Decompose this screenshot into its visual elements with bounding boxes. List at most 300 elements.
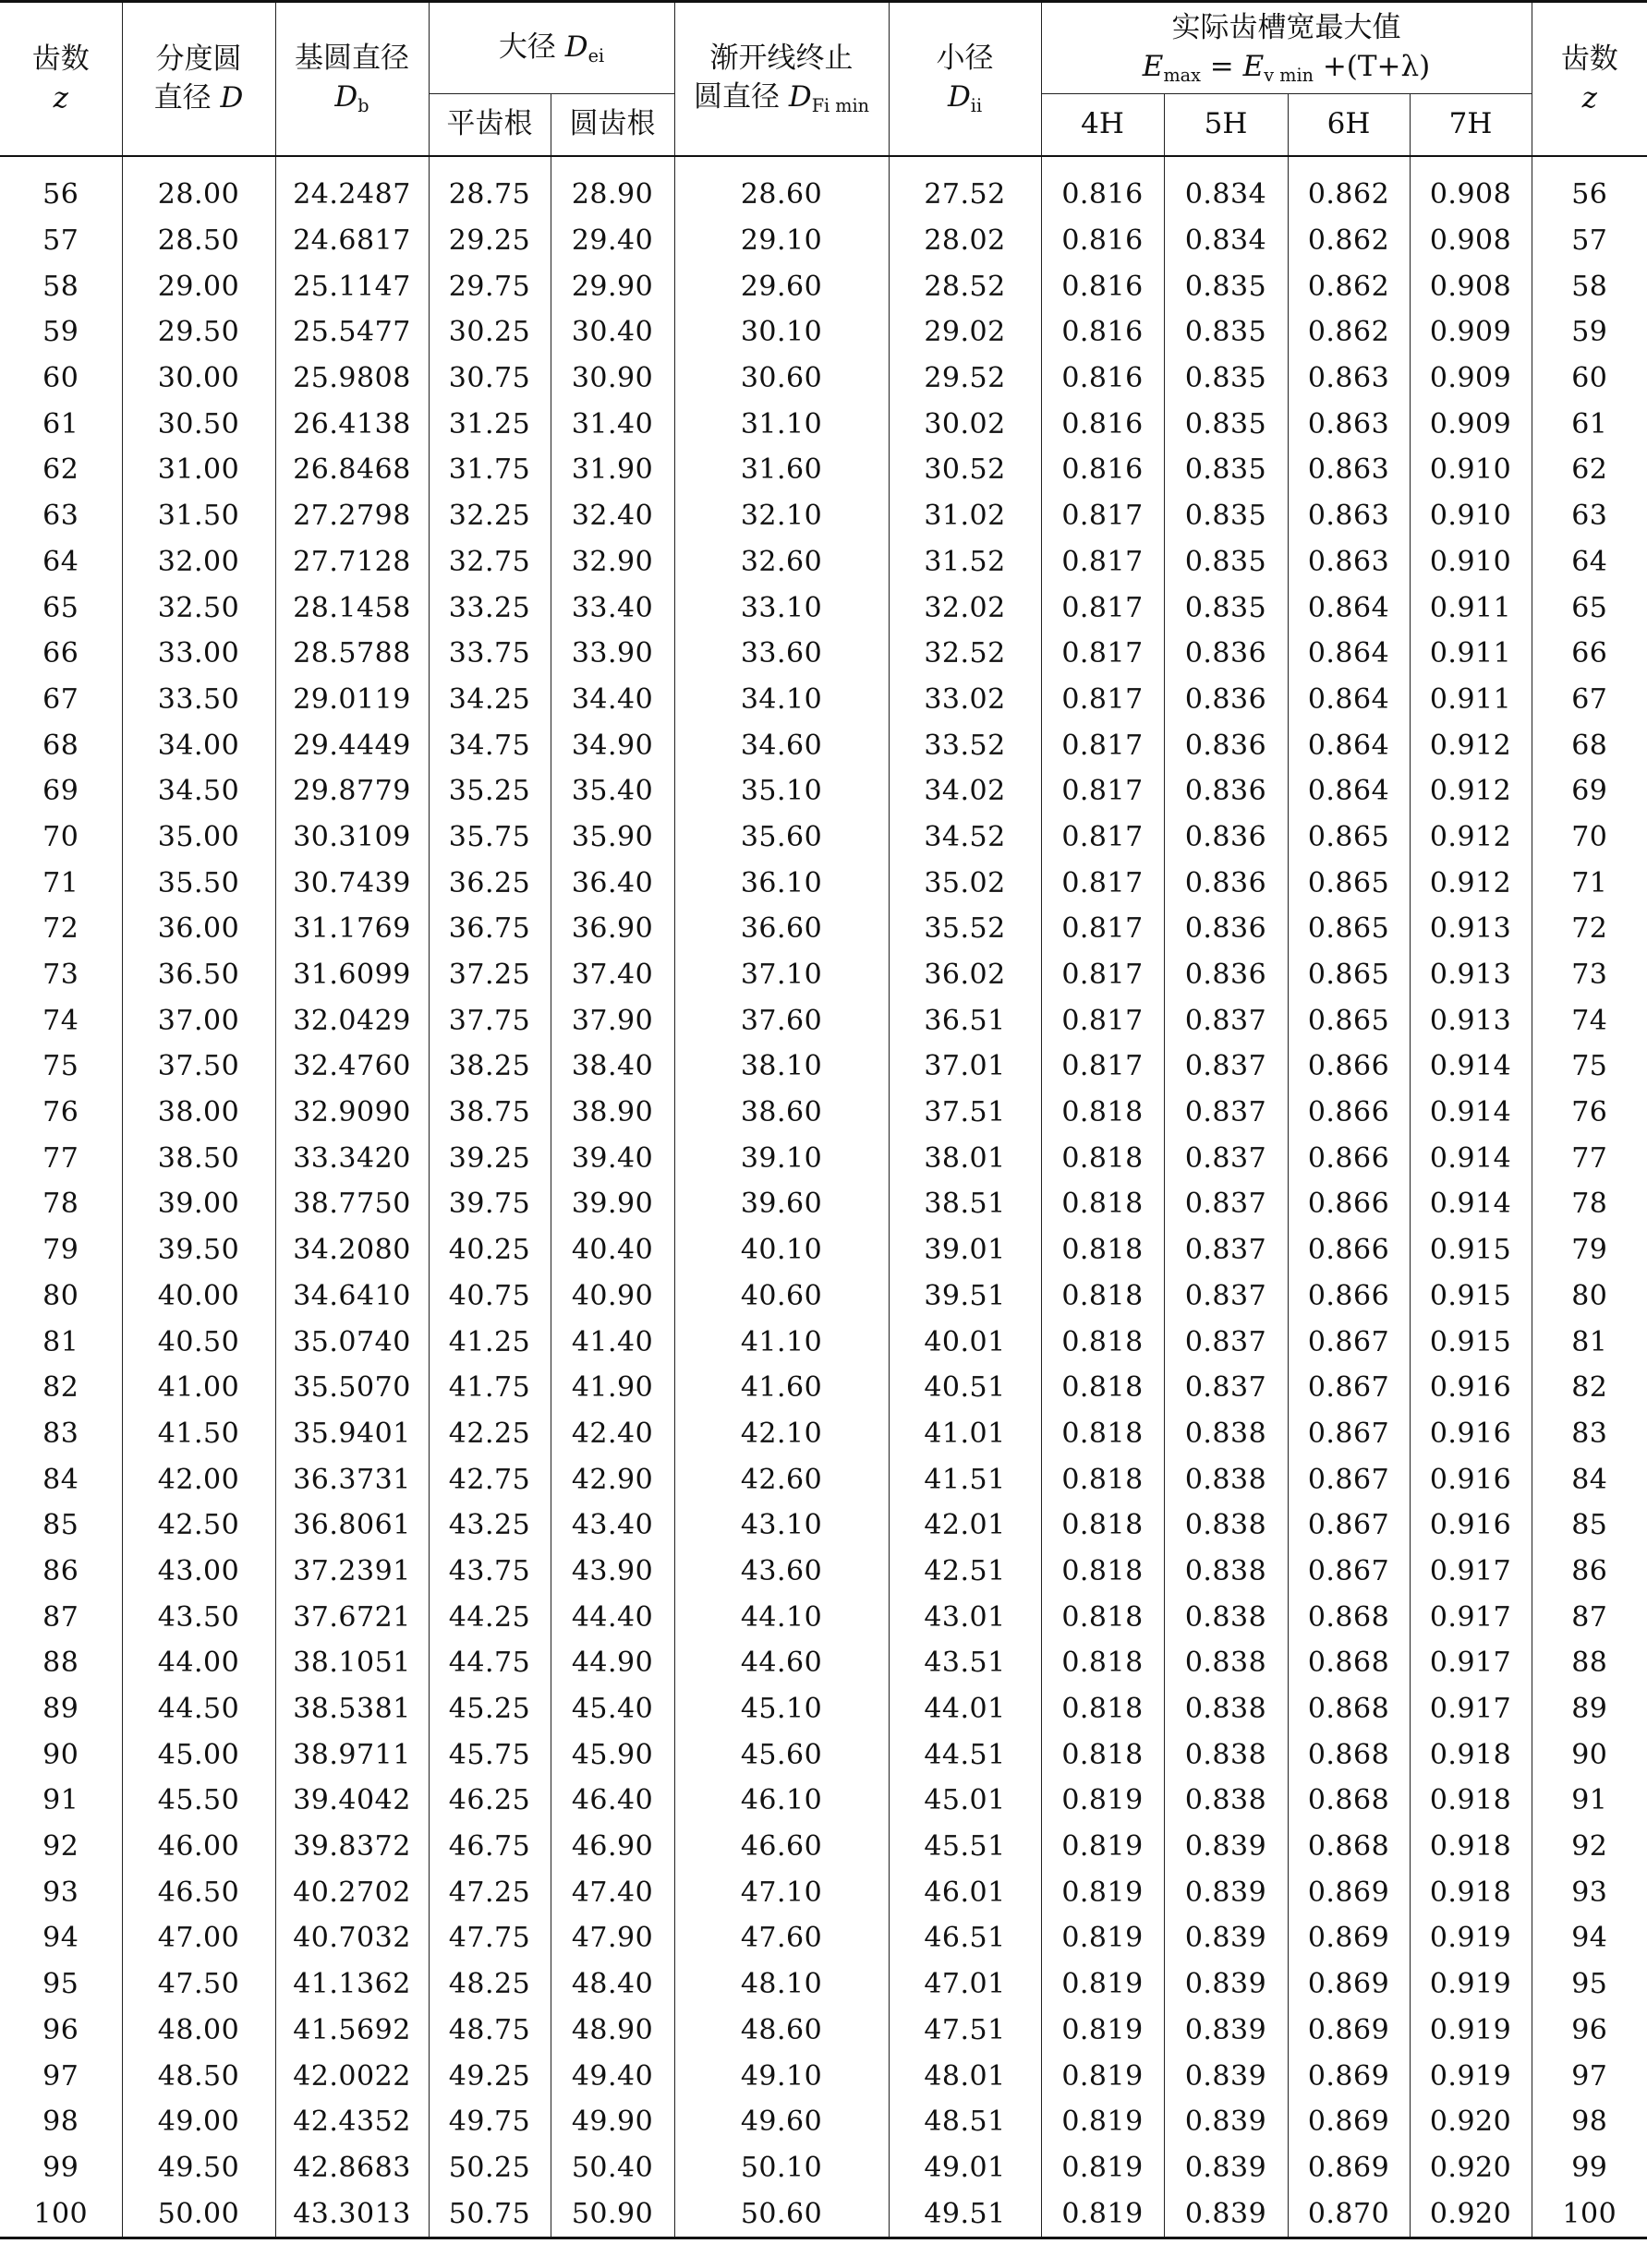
cell-form-diameter: 50.60	[674, 2190, 889, 2238]
header-grade-6h: 6H	[1288, 94, 1410, 157]
header-z-right: 齿数 z	[1532, 2, 1647, 157]
table-row	[0, 1915, 1647, 1961]
cell-minor-diameter: 41.01	[889, 1411, 1041, 1457]
cell-minor-diameter: 42.51	[889, 1549, 1041, 1595]
cell-z: 80	[42, 1279, 79, 1312]
cell-minor-diameter: 43.01	[889, 1594, 1041, 1640]
cell-grade-6h: 0.864	[1288, 677, 1410, 723]
cell-grade-5h: 0.836	[1164, 768, 1288, 814]
cell-major-fillet: 50.90	[551, 2190, 674, 2238]
cell-z: 75	[42, 1050, 79, 1083]
cell-major-fillet: 43.90	[551, 1549, 674, 1595]
cell-grade-7h: 0.912	[1410, 860, 1532, 906]
table-row	[0, 356, 1647, 402]
cell-grade-6h: 0.866	[1288, 1273, 1410, 1320]
cell-major-fillet: 48.40	[551, 1961, 674, 2008]
cell-major-flat: 30.25	[429, 309, 551, 356]
cell-grade-6h: 0.864	[1288, 722, 1410, 768]
header-max-space-width: 实际齿槽宽最大值 $E_{max} = E_{v min} +(T+\lambda)$	[1041, 2, 1532, 94]
cell-grade-4h: 0.818	[1041, 1502, 1164, 1549]
cell-minor-diameter: 38.01	[889, 1135, 1041, 1181]
cell-z-right: 81	[1532, 1319, 1647, 1365]
cell-grade-4h: 0.817	[1041, 906, 1164, 952]
table-header	[0, 2, 1647, 157]
cell-grade-4h: 0.817	[1041, 631, 1164, 677]
cell-base-diameter: 37.6721	[275, 1594, 429, 1640]
cell-grade-6h: 0.863	[1288, 356, 1410, 402]
cell-form-diameter: 45.60	[674, 1731, 889, 1778]
cell-major-fillet: 45.90	[551, 1731, 674, 1778]
cell-minor-diameter: 37.51	[889, 1090, 1041, 1136]
cell-base-diameter: 29.8779	[275, 768, 429, 814]
cell-z: 88	[42, 1647, 79, 1680]
cell-base-diameter: 27.2798	[275, 493, 429, 539]
cell-minor-diameter: 34.52	[889, 814, 1041, 861]
cell-grade-7h: 0.909	[1410, 309, 1532, 356]
cell-grade-6h: 0.865	[1288, 952, 1410, 998]
cell-grade-5h: 0.839	[1164, 1961, 1288, 2008]
cell-grade-5h: 0.838	[1164, 1778, 1288, 1824]
cell-grade-7h: 0.918	[1410, 1824, 1532, 1870]
cell-grade-4h: 0.816	[1041, 309, 1164, 356]
cell-grade-5h: 0.835	[1164, 309, 1288, 356]
cell-base-diameter: 36.8061	[275, 1502, 429, 1549]
cell-z-right: 86	[1532, 1549, 1647, 1595]
cell-pitch-diameter: 45.50	[122, 1778, 275, 1824]
cell-grade-6h: 0.869	[1288, 2145, 1410, 2191]
cell-z: 63	[42, 500, 79, 533]
cell-base-diameter: 25.5477	[275, 309, 429, 356]
cell-grade-4h: 0.818	[1041, 1319, 1164, 1365]
cell-grade-4h: 0.819	[1041, 2053, 1164, 2099]
cell-grade-4h: 0.817	[1041, 814, 1164, 861]
cell-grade-6h: 0.862	[1288, 218, 1410, 264]
cell-grade-5h: 0.837	[1164, 1319, 1288, 1365]
header-grade-7h: 7H	[1410, 94, 1532, 157]
cell-major-flat: 37.75	[429, 997, 551, 1044]
cell-minor-diameter: 44.01	[889, 1686, 1041, 1732]
cell-z-right: 72	[1532, 906, 1647, 952]
cell-z-right: 98	[1532, 2099, 1647, 2145]
cell-major-flat: 40.75	[429, 1273, 551, 1320]
cell-grade-7h: 0.920	[1410, 2190, 1532, 2238]
cell-grade-6h: 0.867	[1288, 1456, 1410, 1502]
cell-grade-7h: 0.911	[1410, 631, 1532, 677]
cell-z-right: 78	[1532, 1181, 1647, 1227]
cell-grade-6h: 0.870	[1288, 2190, 1410, 2238]
cell-major-flat: 36.25	[429, 860, 551, 906]
table-row	[0, 447, 1647, 493]
cell-minor-diameter: 43.51	[889, 1640, 1041, 1686]
table-row	[0, 2008, 1647, 2054]
cell-grade-4h: 0.817	[1041, 722, 1164, 768]
cell-grade-7h: 0.918	[1410, 1869, 1532, 1915]
cell-grade-7h: 0.914	[1410, 1135, 1532, 1181]
cell-form-diameter: 48.10	[674, 1961, 889, 2008]
cell-z-right: 74	[1532, 997, 1647, 1044]
cell-form-diameter: 47.60	[674, 1915, 889, 1961]
cell-form-diameter: 31.10	[674, 401, 889, 447]
cell-form-diameter: 42.60	[674, 1456, 889, 1502]
cell-pitch-diameter: 44.00	[122, 1640, 275, 1686]
cell-grade-4h: 0.817	[1041, 997, 1164, 1044]
cell-grade-6h: 0.869	[1288, 2099, 1410, 2145]
cell-pitch-diameter: 43.50	[122, 1594, 275, 1640]
cell-major-flat: 41.25	[429, 1319, 551, 1365]
cell-z-right: 66	[1532, 631, 1647, 677]
cell-form-diameter: 30.10	[674, 309, 889, 356]
cell-grade-5h: 0.838	[1164, 1731, 1288, 1778]
cell-major-fillet: 48.90	[551, 2008, 674, 2054]
cell-grade-5h: 0.834	[1164, 218, 1288, 264]
cell-grade-4h: 0.816	[1041, 263, 1164, 309]
cell-base-diameter: 26.4138	[275, 401, 429, 447]
header-grade-5h: 5H	[1164, 94, 1288, 157]
cell-minor-diameter: 46.51	[889, 1915, 1041, 1961]
cell-minor-diameter: 41.51	[889, 1456, 1041, 1502]
cell-minor-diameter: 31.52	[889, 539, 1041, 585]
cell-grade-4h: 0.818	[1041, 1227, 1164, 1273]
table-row	[0, 1273, 1647, 1320]
cell-grade-5h: 0.838	[1164, 1549, 1288, 1595]
cell-z: 97	[42, 2059, 79, 2093]
cell-major-flat: 34.75	[429, 722, 551, 768]
table-row	[0, 585, 1647, 631]
cell-pitch-diameter: 39.50	[122, 1227, 275, 1273]
table-row	[0, 1135, 1647, 1181]
cell-minor-diameter: 32.52	[889, 631, 1041, 677]
cell-grade-4h: 0.819	[1041, 2099, 1164, 2145]
cell-z-right: 59	[1532, 309, 1647, 356]
cell-grade-4h: 0.818	[1041, 1181, 1164, 1227]
cell-z-right: 60	[1532, 356, 1647, 402]
table-row	[0, 2053, 1647, 2099]
cell-grade-5h: 0.834	[1164, 156, 1288, 218]
cell-grade-6h: 0.869	[1288, 1869, 1410, 1915]
cell-z-right: 99	[1532, 2145, 1647, 2191]
cell-grade-6h: 0.865	[1288, 814, 1410, 861]
cell-grade-5h: 0.838	[1164, 1456, 1288, 1502]
cell-major-flat: 43.75	[429, 1549, 551, 1595]
cell-base-diameter: 40.2702	[275, 1869, 429, 1915]
cell-grade-7h: 0.914	[1410, 1090, 1532, 1136]
cell-base-diameter: 29.0119	[275, 677, 429, 723]
cell-major-fillet: 40.90	[551, 1273, 674, 1320]
table-row	[0, 1640, 1647, 1686]
cell-pitch-diameter: 32.00	[122, 539, 275, 585]
cell-base-diameter: 32.4760	[275, 1044, 429, 1090]
cell-z-right: 77	[1532, 1135, 1647, 1181]
table-row	[0, 263, 1647, 309]
cell-grade-6h: 0.866	[1288, 1181, 1410, 1227]
cell-grade-7h: 0.908	[1410, 263, 1532, 309]
cell-grade-7h: 0.910	[1410, 447, 1532, 493]
table-row	[0, 309, 1647, 356]
cell-pitch-diameter: 36.00	[122, 906, 275, 952]
cell-form-diameter: 34.60	[674, 722, 889, 768]
cell-grade-6h: 0.862	[1288, 156, 1410, 218]
cell-major-flat: 48.75	[429, 2008, 551, 2054]
cell-form-diameter: 35.10	[674, 768, 889, 814]
cell-grade-7h: 0.919	[1410, 1915, 1532, 1961]
cell-pitch-diameter: 45.00	[122, 1731, 275, 1778]
cell-pitch-diameter: 29.00	[122, 263, 275, 309]
table-row	[0, 401, 1647, 447]
cell-grade-5h: 0.839	[1164, 2008, 1288, 2054]
cell-z: 87	[42, 1600, 79, 1634]
cell-pitch-diameter: 35.50	[122, 860, 275, 906]
cell-grade-7h: 0.920	[1410, 2145, 1532, 2191]
cell-major-flat: 38.75	[429, 1090, 551, 1136]
cell-z: 70	[42, 820, 79, 853]
cell-grade-4h: 0.817	[1041, 1044, 1164, 1090]
cell-major-flat: 49.25	[429, 2053, 551, 2099]
cell-major-fillet: 49.40	[551, 2053, 674, 2099]
cell-z-right: 97	[1532, 2053, 1647, 2099]
cell-major-flat: 44.75	[429, 1640, 551, 1686]
cell-base-diameter: 24.2487	[275, 156, 429, 218]
cell-major-flat: 39.75	[429, 1181, 551, 1227]
cell-form-diameter: 36.10	[674, 860, 889, 906]
cell-z-right: 93	[1532, 1869, 1647, 1915]
table-row	[0, 218, 1647, 264]
cell-z: 79	[42, 1234, 79, 1267]
cell-grade-7h: 0.917	[1410, 1594, 1532, 1640]
cell-form-diameter: 48.60	[674, 2008, 889, 2054]
cell-grade-4h: 0.818	[1041, 1365, 1164, 1411]
cell-grade-6h: 0.863	[1288, 401, 1410, 447]
cell-z-right: 62	[1532, 447, 1647, 493]
cell-grade-4h: 0.818	[1041, 1640, 1164, 1686]
cell-z: 77	[42, 1141, 79, 1175]
cell-base-diameter: 35.5070	[275, 1365, 429, 1411]
cell-grade-5h: 0.837	[1164, 1273, 1288, 1320]
header-flat-root: 平齿根	[429, 94, 551, 157]
cell-form-diameter: 45.10	[674, 1686, 889, 1732]
cell-grade-5h: 0.838	[1164, 1686, 1288, 1732]
cell-grade-4h: 0.819	[1041, 2190, 1164, 2238]
cell-major-fillet: 32.40	[551, 493, 674, 539]
cell-pitch-diameter: 46.00	[122, 1824, 275, 1870]
cell-grade-6h: 0.867	[1288, 1549, 1410, 1595]
cell-minor-diameter: 30.52	[889, 447, 1041, 493]
table-row	[0, 1319, 1647, 1365]
cell-grade-4h: 0.818	[1041, 1686, 1164, 1732]
cell-z: 67	[42, 682, 79, 716]
cell-grade-7h: 0.915	[1410, 1227, 1532, 1273]
cell-z: 65	[42, 591, 79, 624]
cell-z: 64	[42, 545, 79, 578]
cell-grade-5h: 0.835	[1164, 447, 1288, 493]
cell-grade-6h: 0.863	[1288, 493, 1410, 539]
cell-z: 99	[42, 2151, 79, 2184]
cell-base-diameter: 35.0740	[275, 1319, 429, 1365]
cell-grade-6h: 0.869	[1288, 2053, 1410, 2099]
cell-major-flat: 43.25	[429, 1502, 551, 1549]
cell-z-right: 89	[1532, 1686, 1647, 1732]
cell-z-right: 82	[1532, 1365, 1647, 1411]
cell-z: 72	[42, 912, 79, 946]
cell-form-diameter: 49.10	[674, 2053, 889, 2099]
cell-grade-4h: 0.816	[1041, 156, 1164, 218]
cell-z-right: 92	[1532, 1824, 1647, 1870]
cell-grade-7h: 0.916	[1410, 1411, 1532, 1457]
cell-grade-7h: 0.912	[1410, 814, 1532, 861]
table-row	[0, 722, 1647, 768]
table-row	[0, 906, 1647, 952]
cell-major-flat: 40.25	[429, 1227, 551, 1273]
cell-form-diameter: 32.10	[674, 493, 889, 539]
cell-grade-4h: 0.817	[1041, 677, 1164, 723]
cell-form-diameter: 44.60	[674, 1640, 889, 1686]
cell-form-diameter: 29.10	[674, 218, 889, 264]
cell-grade-5h: 0.839	[1164, 1869, 1288, 1915]
cell-grade-7h: 0.917	[1410, 1640, 1532, 1686]
cell-major-flat: 37.25	[429, 952, 551, 998]
cell-pitch-diameter: 48.00	[122, 2008, 275, 2054]
cell-grade-5h: 0.836	[1164, 952, 1288, 998]
header-base-diameter: 基圆直径 $D_b$	[275, 2, 429, 157]
cell-pitch-diameter: 37.00	[122, 997, 275, 1044]
cell-grade-4h: 0.819	[1041, 1869, 1164, 1915]
cell-major-fillet: 37.90	[551, 997, 674, 1044]
cell-z: 96	[42, 2013, 79, 2046]
cell-major-fillet: 28.90	[551, 156, 674, 218]
cell-form-diameter: 49.60	[674, 2099, 889, 2145]
header-pitch-diameter: 分度圆 直径 D	[122, 2, 275, 157]
cell-major-flat: 49.75	[429, 2099, 551, 2145]
cell-grade-7h: 0.918	[1410, 1731, 1532, 1778]
cell-z: 68	[42, 729, 79, 762]
cell-z: 94	[42, 1922, 79, 1955]
cell-grade-4h: 0.819	[1041, 1915, 1164, 1961]
cell-minor-diameter: 36.02	[889, 952, 1041, 998]
cell-form-diameter: 39.10	[674, 1135, 889, 1181]
cell-grade-6h: 0.868	[1288, 1778, 1410, 1824]
cell-form-diameter: 50.10	[674, 2145, 889, 2191]
cell-base-diameter: 41.5692	[275, 2008, 429, 2054]
cell-pitch-diameter: 42.00	[122, 1456, 275, 1502]
cell-base-diameter: 33.3420	[275, 1135, 429, 1181]
cell-major-fillet: 44.40	[551, 1594, 674, 1640]
cell-z-right: 94	[1532, 1915, 1647, 1961]
cell-grade-6h: 0.865	[1288, 860, 1410, 906]
cell-major-flat: 33.25	[429, 585, 551, 631]
cell-z: 57	[42, 224, 79, 258]
cell-major-flat: 46.75	[429, 1824, 551, 1870]
cell-base-diameter: 29.4449	[275, 722, 429, 768]
cell-base-diameter: 38.9711	[275, 1731, 429, 1778]
cell-grade-6h: 0.863	[1288, 539, 1410, 585]
cell-form-diameter: 31.60	[674, 447, 889, 493]
cell-major-fillet: 43.40	[551, 1502, 674, 1549]
cell-major-flat: 46.25	[429, 1778, 551, 1824]
cell-minor-diameter: 28.52	[889, 263, 1041, 309]
cell-grade-7h: 0.913	[1410, 997, 1532, 1044]
table-row	[0, 952, 1647, 998]
cell-major-flat: 41.75	[429, 1365, 551, 1411]
cell-form-diameter: 46.60	[674, 1824, 889, 1870]
table-row	[0, 1227, 1647, 1273]
cell-grade-6h: 0.864	[1288, 631, 1410, 677]
cell-form-diameter: 32.60	[674, 539, 889, 585]
header-form-diameter: 渐开线终止 圆直径 $D_{Fi min}$	[674, 2, 889, 157]
cell-major-flat: 48.25	[429, 1961, 551, 2008]
cell-form-diameter: 47.10	[674, 1869, 889, 1915]
cell-grade-4h: 0.817	[1041, 539, 1164, 585]
table-row	[0, 1090, 1647, 1136]
cell-z: 86	[42, 1554, 79, 1587]
cell-grade-5h: 0.837	[1164, 1365, 1288, 1411]
cell-major-flat: 31.75	[429, 447, 551, 493]
cell-z: 100	[0, 2190, 122, 2238]
cell-base-diameter: 31.1769	[275, 906, 429, 952]
table-row	[0, 1731, 1647, 1778]
cell-minor-diameter: 39.01	[889, 1227, 1041, 1273]
cell-major-fillet: 46.40	[551, 1778, 674, 1824]
cell-major-fillet: 44.90	[551, 1640, 674, 1686]
cell-pitch-diameter: 34.50	[122, 768, 275, 814]
cell-base-diameter: 27.7128	[275, 539, 429, 585]
cell-grade-5h: 0.837	[1164, 1135, 1288, 1181]
cell-grade-6h: 0.867	[1288, 1502, 1410, 1549]
cell-pitch-diameter: 49.50	[122, 2145, 275, 2191]
cell-grade-7h: 0.909	[1410, 356, 1532, 402]
cell-pitch-diameter: 42.50	[122, 1502, 275, 1549]
cell-grade-5h: 0.839	[1164, 2099, 1288, 2145]
cell-pitch-diameter: 33.00	[122, 631, 275, 677]
cell-z: 58	[42, 270, 79, 303]
cell-grade-4h: 0.817	[1041, 585, 1164, 631]
cell-major-fillet: 49.90	[551, 2099, 674, 2145]
cell-grade-6h: 0.863	[1288, 447, 1410, 493]
table-row	[0, 631, 1647, 677]
cell-base-diameter: 38.7750	[275, 1181, 429, 1227]
cell-major-flat: 47.75	[429, 1915, 551, 1961]
cell-major-flat: 33.75	[429, 631, 551, 677]
cell-grade-5h: 0.839	[1164, 2053, 1288, 2099]
cell-grade-4h: 0.819	[1041, 2008, 1164, 2054]
cell-grade-6h: 0.869	[1288, 1915, 1410, 1961]
cell-minor-diameter: 28.02	[889, 218, 1041, 264]
cell-minor-diameter: 32.02	[889, 585, 1041, 631]
cell-form-diameter: 38.10	[674, 1044, 889, 1090]
cell-grade-7h: 0.914	[1410, 1044, 1532, 1090]
cell-minor-diameter: 45.01	[889, 1778, 1041, 1824]
cell-form-diameter: 41.60	[674, 1365, 889, 1411]
cell-grade-6h: 0.862	[1288, 309, 1410, 356]
cell-major-fillet: 47.40	[551, 1869, 674, 1915]
cell-grade-6h: 0.862	[1288, 263, 1410, 309]
cell-z: 62	[42, 453, 79, 487]
cell-z: 61	[42, 407, 79, 440]
cell-major-fillet: 42.40	[551, 1411, 674, 1457]
cell-major-fillet: 42.90	[551, 1456, 674, 1502]
cell-base-diameter: 41.1362	[275, 1961, 429, 2008]
cell-major-flat: 50.75	[429, 2190, 551, 2238]
cell-grade-5h: 0.835	[1164, 539, 1288, 585]
cell-grade-6h: 0.869	[1288, 2008, 1410, 2054]
cell-pitch-diameter: 46.50	[122, 1869, 275, 1915]
cell-z-right: 63	[1532, 493, 1647, 539]
cell-base-diameter: 26.8468	[275, 447, 429, 493]
table-row	[0, 860, 1647, 906]
cell-base-diameter: 30.3109	[275, 814, 429, 861]
table-row	[0, 156, 1647, 218]
cell-major-fillet: 35.90	[551, 814, 674, 861]
table-row	[0, 768, 1647, 814]
cell-grade-5h: 0.835	[1164, 585, 1288, 631]
